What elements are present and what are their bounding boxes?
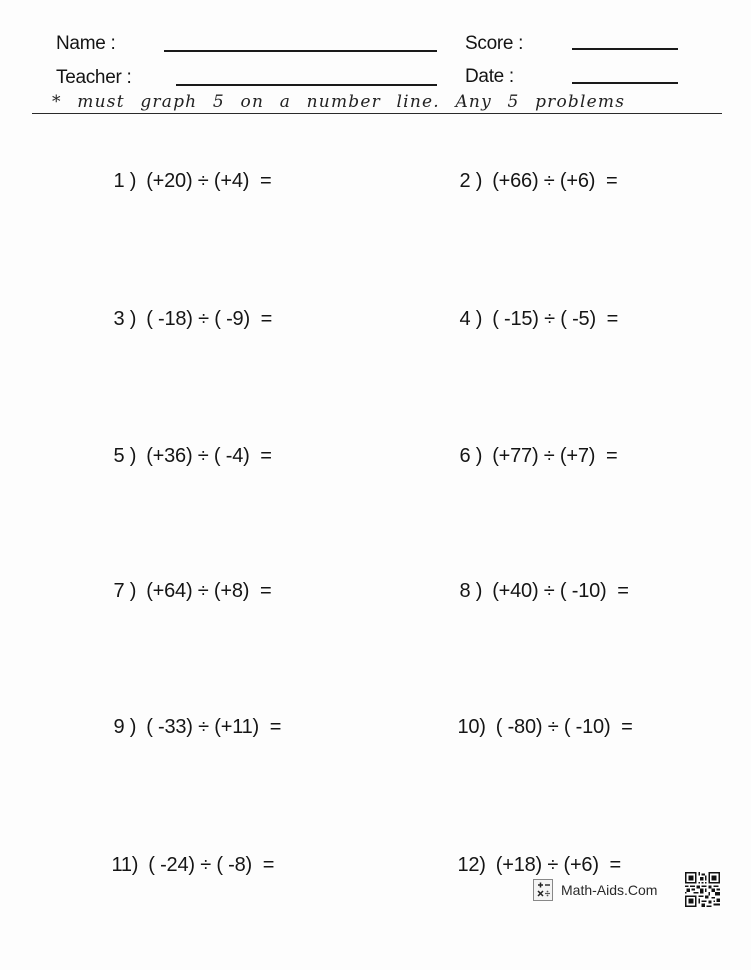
score-blank-line[interactable] [572,48,678,50]
problem-7 [92,557,271,626]
problem-expression: (+77) ÷ (+7) = [492,445,618,467]
problem-5 [92,422,272,491]
name-label: Name : [56,33,116,54]
problem-4 [438,285,618,354]
problem-expression: ( -18) ÷ ( -9) = [146,308,273,330]
problem-1 [92,147,271,216]
note-underline [32,113,722,114]
handwritten-note: * must graph 5 on a number line. Any 5 problems [52,92,626,112]
problem-expression: (+36) ÷ ( -4) = [146,445,272,467]
problem-number: 1 ) [113,170,137,192]
math-aids-brand: Math-Aids.Com [561,882,658,898]
problem-expression: (+66) ÷ (+6) = [492,170,618,192]
problem-number: 7 ) [113,580,137,602]
teacher-blank-line[interactable] [176,84,437,86]
problem-expression: (+40) ÷ ( -10) = [492,580,629,602]
problem-expression: ( -15) ÷ ( -5) = [492,308,619,330]
problem-expression: (+64) ÷ (+8) = [146,580,272,602]
problem-number: 9 ) [113,716,137,738]
problem-2 [438,147,617,216]
problem-number: 4 ) [459,308,483,330]
qr-code-icon [685,872,720,907]
problem-number: 12) [457,854,486,876]
problem-number: 10) [457,716,486,738]
date-label: Date : [465,66,514,87]
problem-10 [436,693,633,762]
score-label: Score : [465,33,524,54]
problem-expression: ( -80) ÷ ( -10) = [495,716,633,738]
problem-number: 11) [111,854,139,876]
problem-number: 3 ) [113,308,137,330]
problem-number: 8 ) [459,580,483,602]
problem-number: 6 ) [459,445,483,467]
problem-expression: ( -33) ÷ (+11) = [146,716,282,738]
problem-11 [90,831,274,900]
teacher-label: Teacher : [56,67,132,88]
problem-8 [438,557,629,626]
problem-number: 2 ) [459,170,483,192]
date-blank-line[interactable] [572,82,678,84]
problem-expression: (+18) ÷ (+6) = [495,854,622,876]
name-blank-line[interactable] [164,50,437,52]
problem-expression: ( -24) ÷ ( -8) = [148,854,275,876]
problem-9 [92,693,281,762]
problem-6 [438,422,617,491]
problem-expression: (+20) ÷ (+4) = [146,170,272,192]
problem-number: 5 ) [113,445,137,467]
calculator-icon [533,879,553,901]
problem-3 [92,285,272,354]
